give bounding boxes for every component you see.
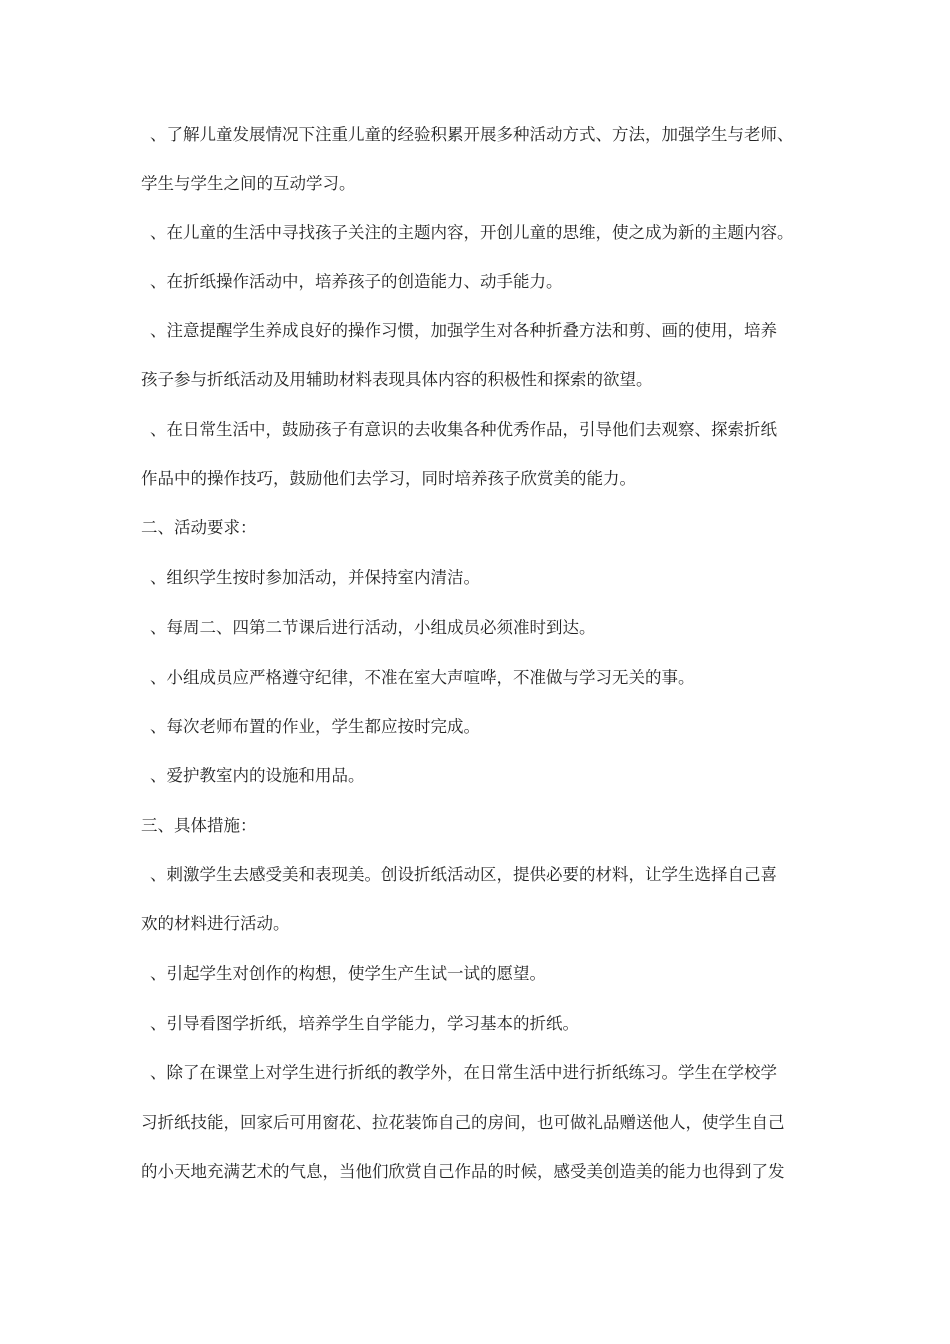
list-item: 、注意提醒学生养成良好的操作习惯，加强学生对各种折叠方法和剪、画的使用，培养 — [150, 321, 777, 340]
list-item: 、在折纸操作活动中，培养孩子的创造能力、动手能力。 — [150, 272, 563, 291]
list-item: 、在日常生活中，鼓励孩子有意识的去收集各种优秀作品，引导他们去观察、探索折纸 — [150, 420, 777, 439]
list-item: 、每次老师布置的作业，学生都应按时完成。 — [150, 717, 480, 736]
list-item: 、引起学生对创作的构想，使学生产生试一试的愿望。 — [150, 964, 546, 983]
paragraph-line: 学生与学生之间的互动学习。 — [141, 174, 356, 193]
paragraph-line: 作品中的操作技巧，鼓励他们去学习，同时培养孩子欣赏美的能力。 — [141, 469, 636, 488]
list-item: 、每周二、四第二节课后进行活动，小组成员必须准时到达。 — [150, 618, 596, 637]
list-item: 、组织学生按时参加活动，并保持室内清洁。 — [150, 568, 480, 587]
list-item: 、引导看图学折纸，培养学生自学能力，学习基本的折纸。 — [150, 1014, 579, 1033]
list-item: 、刺激学生去感受美和表现美。创设折纸活动区，提供必要的材料，让学生选择自己喜 — [150, 865, 777, 884]
section-heading: 三、具体措施： — [141, 816, 257, 835]
list-item: 、了解儿童发展情况下注重儿童的经验积累开展多种活动方式、方法，加强学生与老师、 — [150, 125, 794, 144]
paragraph-line: 欢的材料进行活动。 — [141, 914, 290, 933]
section-heading: 二、活动要求： — [141, 518, 257, 537]
list-item: 、在儿童的生活中寻找孩子关注的主题内容，开创儿童的思维，使之成为新的主题内容。 — [150, 223, 794, 242]
list-item: 、小组成员应严格遵守纪律，不准在室大声喧哗，不准做与学习无关的事。 — [150, 668, 695, 687]
list-item: 、爱护教室内的设施和用品。 — [150, 766, 365, 785]
paragraph-line: 习折纸技能，回家后可用窗花、拉花装饰自己的房间，也可做礼品赠送他人，使学生自己 — [141, 1113, 785, 1132]
list-item: 、除了在课堂上对学生进行折纸的教学外，在日常生活中进行折纸练习。学生在学校学 — [150, 1063, 777, 1082]
paragraph-line: 的小天地充满艺术的气息，当他们欣赏自己作品的时候，感受美创造美的能力也得到了发 — [141, 1162, 785, 1181]
paragraph-line: 孩子参与折纸活动及用辅助材料表现具体内容的积极性和探索的欲望。 — [141, 370, 653, 389]
